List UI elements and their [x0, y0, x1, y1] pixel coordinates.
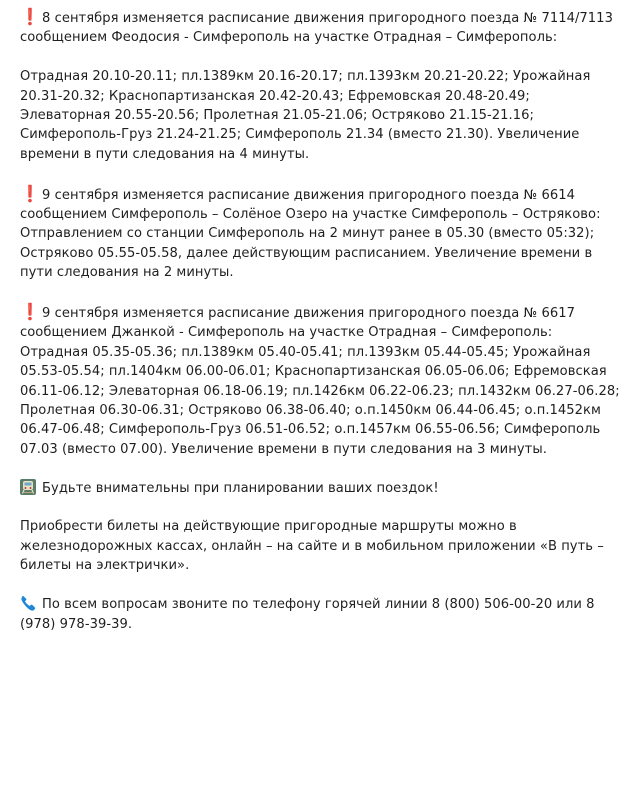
notice-1: [20, 7, 623, 48]
attention-line: [20, 479, 623, 498]
notice-2: [20, 184, 623, 283]
exclamation-icon: ❗: [20, 183, 40, 203]
exclamation-icon: ❗: [20, 302, 40, 322]
notice-2-details: Отправлением со станции Симферополь на 2 минут ранее в 05.30 (вместо 05:32); Остряково 05.55-05.58, далее действующим расписанием. Увеличение времени в пути следования на 2 минуты.: [20, 226, 595, 281]
notice-1-header: 8 сентября изменяется расписание движения пригородного поезда № 7114/7113 сообщением Феодосия - Симферополь на участке Отрадная – Симферополь:: [20, 11, 613, 46]
hotline-info: [20, 595, 623, 634]
notice-1-header-line: [20, 7, 613, 46]
notice-3-details: Отрадная 05.35-05.36; пл.1389км 05.40-05.41; пл.1393км 05.44-05.45; Урожайная 05.53-05.54; пл.1404км 06.00-06.01; Краснопартизанская 06.05-06.06; Ефремовская 06.11-06.12; Элеваторная 06.18-06.19; пл.1426км 06.22-06.23; пл.1432км 06.27-06.28; Пролетная 06.30-06.31; Остряково 06.38-06.40; о.п.1450км 06.44-06.45; о.п.1452км 06.47-06.48; Симферополь-Груз 06.51-06.52; о.п.1457км 06.55-06.56; Симферополь 07.03 (вместо 07.00). Увеличение времени в пути следования на 3 минуты.: [20, 344, 620, 457]
exclamation-icon: ❗: [20, 7, 40, 26]
notice-3: [20, 302, 623, 459]
notice-2-header: 9 сентября изменяется расписание движения пригородного поезда № 6614 сообщением Симферополь – Солёное Озеро на участке Симферополь – Остряково:: [20, 187, 601, 223]
phone-icon: [20, 595, 36, 611]
hotline-text: По всем вопросам звоните по телефону горячей линии 8 (800) 506-00-20 или 8 (978) 978-39-39.: [20, 597, 595, 632]
attention-text: Будьте внимательны при планировании ваших поездок!: [42, 480, 439, 496]
tickets-info: Приобрести билеты на действующие пригородные маршруты можно в железнодорожных кассах, онлайн – на сайте и в мобильном приложении «В путь – билеты на электрички».: [20, 519, 604, 574]
notice-1-details: Отрадная 20.10-20.11; пл.1389км 20.16-20.17; пл.1393км 20.21-20.22; Урожайная 20.31-20.32; Краснопартизанская 20.42-20.43; Ефремовская 20.48-20.49; Элеваторная 20.55-20.56; Пролетная 21.05-21.06; Остряково 21.15-21.16; Симферополь-Груз 21.24-21.25; Симферополь 21.34 (вместо 21.30). Увеличение времени в пути следования на 4 минуты.: [20, 69, 591, 162]
train-icon: [20, 479, 36, 495]
notice-3-header: 9 сентября изменяется расписание движения пригородного поезда № 6617 сообщением Джанкой - Симферополь на участке Отрадная – Симферополь:: [20, 306, 575, 341]
